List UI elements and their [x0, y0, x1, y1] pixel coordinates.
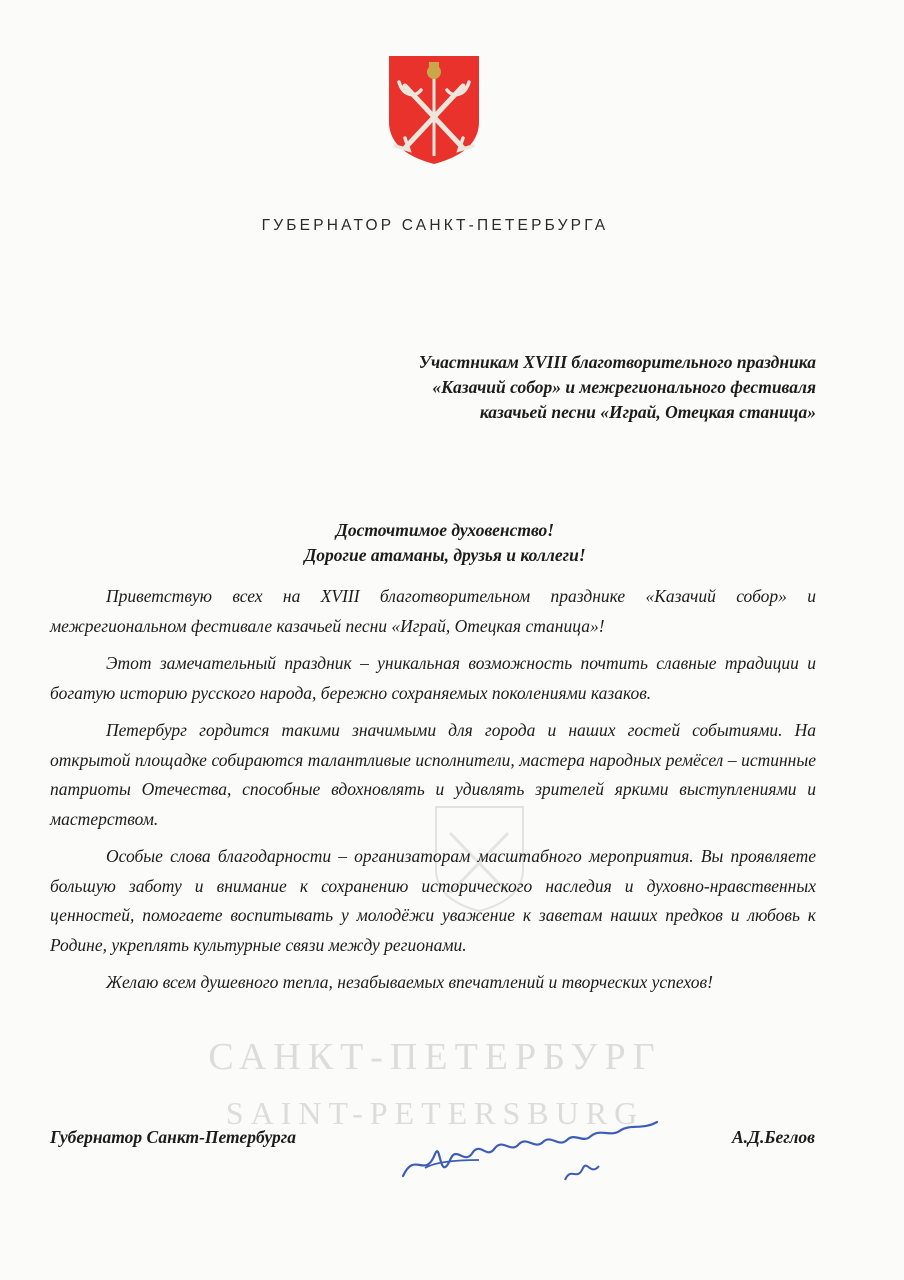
letter-body [50, 582, 816, 1006]
signatory-title: Губернатор Санкт-Петербурга [50, 1127, 296, 1147]
watermark-text-ru: САНКТ-ПЕТЕРБУРГ [208, 1036, 662, 1078]
addressee-block [296, 350, 816, 425]
addressee-line: «Казачий собор» и межрегионального фестиваля [432, 377, 816, 397]
page-title: ГУБЕРНАТОР САНКТ-ПЕТЕРБУРГА [261, 217, 609, 234]
body-paragraph: Желаю всем душевного тепла, незабываемых впечатлений и творческих успехов! [106, 972, 713, 992]
body-paragraph: Приветствую всех на XVIII благотворительном празднике «Казачий собор» и межрегиональном фестивале казачьей песни «Играй, Отецкая станица»! [50, 586, 816, 636]
body-paragraph: Этот замечательный праздник – уникальная возможность почтить славные традиции и богатую историю русского народа, бережно сохраняемых поколениями казаков. [50, 653, 816, 703]
body-paragraph: Петербург гордится такими значимыми для города и наших гостей событиями. На открытой площадке собираются талантливые исполнители, мастера народных ремёсел – истинные патриоты Отечества, способные вдохновлять и удивлять зрителей яркими выступлениями и мастерством. [50, 720, 816, 829]
addressee-line: казачьей песни «Играй, Отецкая станица» [479, 402, 816, 422]
coat-of-arms-icon [385, 52, 483, 168]
handwritten-signature-icon [395, 1110, 685, 1200]
greeting-line: Дорогие атаманы, друзья и коллеги! [304, 545, 586, 565]
greeting-block [240, 518, 650, 568]
signatory-name: А.Д.Беглов [731, 1127, 815, 1147]
addressee-line: Участникам XVIII благотворительного праздника [418, 352, 816, 372]
greeting-line: Досточтимое духовенство! [335, 520, 555, 540]
body-paragraph: Особые слова благодарности – организаторам масштабного мероприятия. Вы проявляете большую заботу и внимание к сохранению исторического наследия и духовно-нравственных ценностей, помогаете воспитывать у молодёжи уважение к заветам наших предков и любовь к Родине, укреплять культурные связи между регионами. [50, 846, 816, 955]
watermark-text-en: SAINT-PETERSBURG [225, 1095, 645, 1131]
